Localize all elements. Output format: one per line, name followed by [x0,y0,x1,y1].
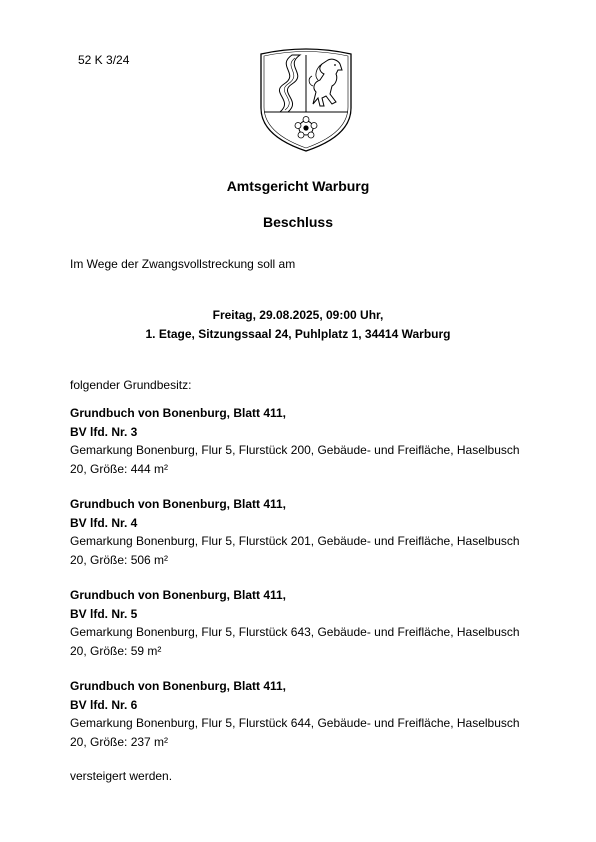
property-item [70,677,530,751]
property-item [70,586,530,660]
court-name: Amtsgericht Warburg [226,178,370,194]
property-register: Grundbuch von Bonenburg, Blatt 411, [70,406,287,420]
property-register: Grundbuch von Bonenburg, Blatt 411, [70,679,287,693]
intro-text: Im Wege der Zwangsvollstreckung soll am [70,257,296,271]
property-register: Grundbuch von Bonenburg, Blatt 411, [70,497,287,511]
property-number: BV lfd. Nr. 6 [70,697,138,712]
property-number: BV lfd. Nr. 5 [70,606,138,621]
following-label: folgender Grundbesitz: [70,378,192,392]
property-description-cont: 20, Größe: 506 m² [70,552,169,567]
property-item [70,404,530,478]
closing-text: versteigert werden. [70,769,173,783]
property-description-cont: 20, Größe: 59 m² [70,643,162,658]
file-number: 52 K 3/24 [78,53,130,67]
property-description-cont: 20, Größe: 237 m² [70,734,169,749]
property-register: Grundbuch von Bonenburg, Blatt 411, [70,588,287,602]
property-item [70,495,530,569]
property-number: BV lfd. Nr. 3 [70,424,138,439]
property-list [70,404,530,768]
property-number: BV lfd. Nr. 4 [70,515,138,530]
property-description: Gemarkung Bonenburg, Flur 5, Flurstück 644, Gebäude- und Freifläche, Haselbusch [70,716,520,730]
property-description: Gemarkung Bonenburg, Flur 5, Flurstück 201, Gebäude- und Freifläche, Haselbusch [70,534,520,548]
nrw-coat-of-arms-icon [258,46,354,154]
property-description: Gemarkung Bonenburg, Flur 5, Flurstück 643, Gebäude- und Freifläche, Haselbusch [70,625,520,639]
property-description: Gemarkung Bonenburg, Flur 5, Flurstück 200, Gebäude- und Freifläche, Haselbusch [70,443,520,457]
decision-title: Beschluss [262,214,334,230]
auction-date: Freitag, 29.08.2025, 09:00 Uhr, [212,308,384,322]
property-description-cont: 20, Größe: 444 m² [70,461,169,476]
auction-location: 1. Etage, Sitzungssaal 24, Puhlplatz 1, 34414 Warburg [145,327,451,341]
auction-date-location [0,306,596,344]
